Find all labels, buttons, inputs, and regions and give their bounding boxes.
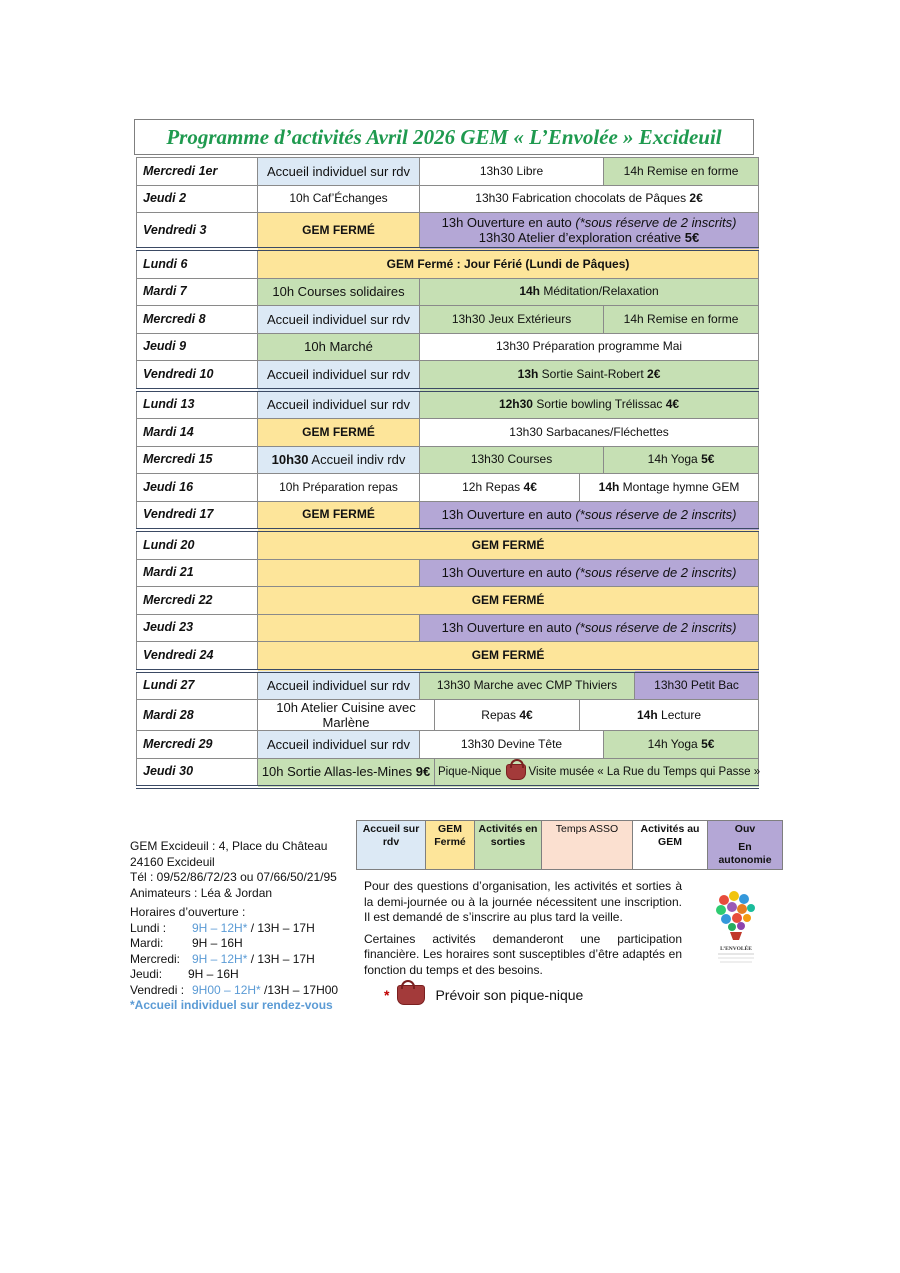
day-cell: Vendredi 17: [137, 501, 258, 530]
info-paragraph: Pour des questions d’organisation, les activités et sorties à la demi-journée ou à la journée nécessitent une inscription. Il est demandé de s’inscrire au plus tard la veille.: [364, 879, 682, 924]
table-row: [137, 559, 759, 587]
activity-cell: 14h Yoga 5€: [604, 731, 759, 759]
day-cell: Jeudi 9: [137, 333, 258, 361]
info-paragraph: Certaines activités demanderont une participation financière. Les horaires sont susceptibles d’être adaptés en fonction du temps et des besoins.: [364, 931, 682, 977]
activity-cell: 10h Préparation repas: [258, 474, 420, 502]
activity-cell: Accueil individuel sur rdv: [258, 361, 420, 390]
appointment-note: *Accueil individuel sur rendez-vous: [130, 998, 333, 1012]
activity-cell: 13h Sortie Saint-Robert 2€: [420, 361, 759, 390]
activity-cell: GEM FERMÉ: [258, 587, 759, 615]
activity-cell: Accueil individuel sur rdv: [258, 306, 420, 334]
activity-cell: 14h Méditation/Relaxation: [420, 278, 759, 306]
activity-cell: 14h Lecture: [580, 700, 759, 731]
day-cell: Mercredi 29: [137, 731, 258, 759]
activity-cell: 13h30 Jeux Extérieurs: [420, 306, 604, 334]
picnic-basket-icon: [397, 985, 425, 1005]
activity-cell: 10h Sortie Allas-les-Mines 9€: [258, 758, 435, 787]
day-cell: Jeudi 16: [137, 474, 258, 502]
activity-cell: Accueil individuel sur rdv: [258, 158, 420, 186]
table-row: [137, 614, 759, 642]
activity-cell: 10h Courses solidaires: [258, 278, 420, 306]
title-box: [134, 119, 754, 155]
activity-cell: 13h Ouverture en auto (*sous réserve de 2 inscrits): [420, 559, 759, 587]
activity-cell: GEM FERMÉ: [258, 530, 759, 559]
activity-cell: 14h Remise en forme: [604, 306, 759, 334]
activity-cell: 14h Remise en forme: [604, 158, 759, 186]
activity-cell: 13h30 Courses: [420, 446, 604, 474]
legend-ouv: Ouv En autonomie: [708, 821, 783, 870]
activity-cell: 13h Ouverture en auto (*sous réserve de 2 inscrits) 13h30 Atelier d’exploration créative 5€: [420, 213, 759, 250]
hours-title: Horaires d’ouverture :: [130, 905, 246, 919]
table-row: [137, 642, 759, 671]
activity-cell: 13h30 Devine Tête: [420, 731, 604, 759]
table-row: [137, 587, 759, 615]
activity-cell: 13h30 Fabrication chocolats de Pâques 2€: [420, 185, 759, 213]
day-cell: Jeudi 2: [137, 185, 258, 213]
table-row: [137, 501, 759, 530]
table-row: [137, 419, 759, 447]
activity-cell: Repas 4€: [435, 700, 580, 731]
hours-row: Lundi : 9H – 12H* / 13H – 17H: [130, 920, 315, 935]
table-row: [137, 530, 759, 559]
activity-cell: 13h30 Sarbacanes/Fléchettes: [420, 419, 759, 447]
day-cell: Jeudi 30: [137, 758, 258, 787]
day-cell: Mardi 28: [137, 700, 258, 731]
activity-cell: GEM Fermé : Jour Férié (Lundi de Pâques): [258, 249, 759, 278]
hours-row: Vendredi : 9H00 – 12H* /13H – 17H00: [130, 982, 339, 997]
table-row: [137, 158, 759, 186]
day-cell: Mercredi 22: [137, 587, 258, 615]
day-cell: Vendredi 3: [137, 213, 258, 250]
activity-cell: 13h30 Marche avec CMP Thiviers: [420, 671, 635, 700]
svg-text:L’ENVOLÉE: L’ENVOLÉE: [720, 946, 752, 952]
hours-row: Mercredi: 9H – 12H* / 13H – 17H: [130, 951, 315, 966]
day-cell: Mardi 21: [137, 559, 258, 587]
activity-cell: Accueil individuel sur rdv: [258, 731, 420, 759]
table-row: [137, 446, 759, 474]
hours-row: Jeudi: 9H – 16H: [130, 967, 239, 981]
day-cell: Lundi 13: [137, 390, 258, 419]
activity-cell: GEM FERMÉ: [258, 501, 420, 530]
activity-cell: 12h Repas 4€: [420, 474, 580, 502]
activity-cell: Pique-Nique Visite musée « La Rue du Temps qui Passe »: [435, 758, 759, 787]
legend-table: [356, 820, 783, 870]
day-cell: Lundi 20: [137, 530, 258, 559]
postcode-line: 24160 Excideuil: [130, 854, 215, 869]
table-row: [137, 213, 759, 250]
activity-cell: 13h30 Libre: [420, 158, 604, 186]
table-row: [137, 474, 759, 502]
table-row: [137, 249, 759, 278]
table-row: [137, 306, 759, 334]
address-line: GEM Excideuil : 4, Place du Château: [130, 839, 328, 853]
table-row: [137, 671, 759, 700]
picnic-basket-icon: [506, 764, 526, 780]
activity-cell: Accueil individuel sur rdv: [258, 671, 420, 700]
activity-cell: GEM FERMÉ: [258, 642, 759, 671]
table-row: [137, 758, 759, 787]
legend-temps: Temps ASSO: [542, 821, 633, 870]
info-block: [364, 879, 682, 984]
day-cell: Lundi 27: [137, 671, 258, 700]
legend-rdv: Accueil sur rdv: [357, 821, 426, 870]
table-row: [137, 390, 759, 419]
activity-cell: 14h Yoga 5€: [604, 446, 759, 474]
day-cell: Lundi 6: [137, 249, 258, 278]
table-row: [137, 361, 759, 390]
activity-cell: 10h Atelier Cuisine avec Marlène: [258, 700, 435, 731]
day-cell: Mercredi 8: [137, 306, 258, 334]
activity-cell: [258, 559, 420, 587]
activity-cell: Accueil individuel sur rdv: [258, 390, 420, 419]
schedule-table: [136, 157, 759, 789]
day-cell: Jeudi 23: [137, 614, 258, 642]
lenvolee-logo-icon: [712, 888, 760, 970]
activity-cell: 10h30 Accueil indiv rdv: [258, 446, 420, 474]
activity-cell: 10h Marché: [258, 333, 420, 361]
animators-line: Animateurs : Léa & Jordan: [130, 885, 273, 900]
activity-cell: [258, 614, 420, 642]
activity-cell: 13h30 Petit Bac: [635, 671, 759, 700]
day-cell: Mardi 7: [137, 278, 258, 306]
table-row: [137, 333, 759, 361]
legend-gem: Activités au GEM: [633, 821, 708, 870]
activity-cell: 10h Caf’Échanges: [258, 185, 420, 213]
legend-sortie: Activités en sorties: [475, 821, 542, 870]
picnic-reminder: * Prévoir son pique-nique: [384, 987, 584, 1003]
activity-cell: GEM FERMÉ: [258, 419, 420, 447]
activity-cell: 12h30 Sortie bowling Trélissac 4€: [420, 390, 759, 419]
activity-cell: 13h Ouverture en auto (*sous réserve de 2 inscrits): [420, 501, 759, 530]
legend-ferme: GEM Fermé: [426, 821, 475, 870]
day-cell: Vendredi 24: [137, 642, 258, 671]
activity-cell: 13h Ouverture en auto (*sous réserve de 2 inscrits): [420, 614, 759, 642]
day-cell: Mardi 14: [137, 419, 258, 447]
table-row: [137, 278, 759, 306]
table-row: [137, 185, 759, 213]
day-cell: Mercredi 15: [137, 446, 258, 474]
activity-cell: 13h30 Préparation programme Mai: [420, 333, 759, 361]
activity-cell: GEM FERMÉ: [258, 213, 420, 250]
day-cell: Mercredi 1er: [137, 158, 258, 186]
day-cell: Vendredi 10: [137, 361, 258, 390]
table-row: [137, 731, 759, 759]
phone-line: Tél : 09/52/86/72/23 ou 07/66/50/21/95: [130, 870, 337, 884]
hours-row: Mardi: 9H – 16H: [130, 936, 243, 950]
page-title: Programme d’activités Avril 2026 GEM « L’Envolée » Excideuil: [166, 124, 722, 149]
activity-cell: 14h Montage hymne GEM: [580, 474, 759, 502]
contact-block: [130, 839, 360, 1014]
table-row: [137, 700, 759, 731]
